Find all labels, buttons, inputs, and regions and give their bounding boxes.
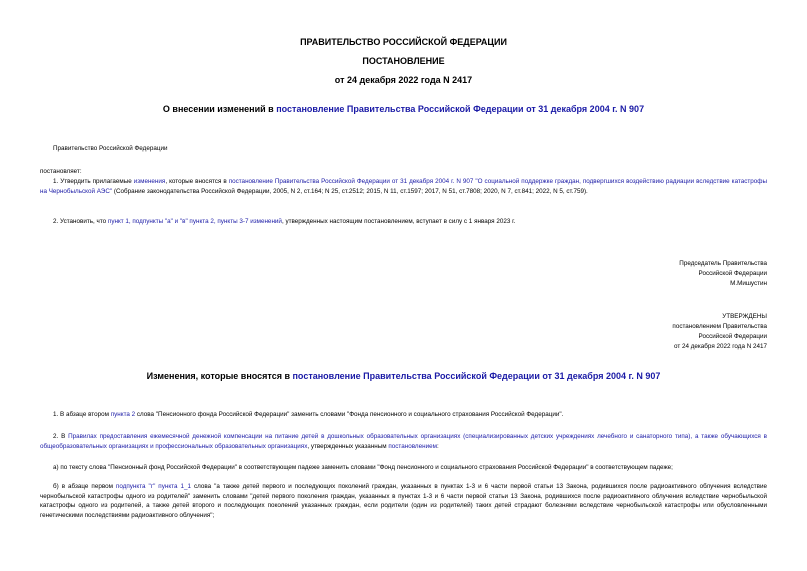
c2-link-decree[interactable]: постановлением — [388, 442, 437, 450]
change-2a: а) по тексту слова "Пенсионный фонд Российской Федерации" в соответствующем падеже заменить словами "Фонд пенсионного и социального страхования Российской Федерации" в соответствующем падеже; — [53, 464, 673, 471]
c2-link-rules[interactable]: Правилах предоставления ежемесячной денежной компенсации на питание детей в дошкольных образовательных организациях (специализированных детских учреждениях лечебного и санаторного типа), а также обучающихся в общеобразовательных организациях и профессиональных образовательных организациях — [40, 433, 768, 450]
p1-text-a: 1. Утвердить прилагаемые — [53, 178, 134, 185]
change-1 — [40, 410, 767, 420]
p1-text-b: , которые вносятся в — [165, 178, 229, 185]
approved-label: УТВЕРЖДЕНЫ — [722, 313, 767, 320]
p2-link-points[interactable]: пункт 1, подпункты "а" и "в" пункта 2, пункты 3-7 изменений — [107, 218, 282, 225]
approved-date: от 24 декабря 2022 года N 2417 — [673, 343, 767, 350]
approved-country: Российской Федерации — [698, 333, 767, 340]
government-heading: ПРАВИТЕЛЬСТВО РОССИЙСКОЙ ФЕДЕРАЦИИ — [300, 37, 507, 47]
signature-title: Председатель Правительства — [679, 260, 767, 267]
signature-country: Российской Федерации — [698, 270, 767, 277]
signature-name: М.Мишустин — [730, 280, 767, 287]
p1-link-decree[interactable]: постановление Правительства Российской Федерации от 31 декабря 2004 г. N 907 "О социальной поддержке граждан, подвергшихся воздействию радиации вследствие катастрофы на Чернобыльской АЭС" — [40, 178, 767, 195]
c2b-text-a: б) в абзаце первом — [53, 483, 116, 490]
title-prefix: О внесении изменений в — [162, 104, 277, 114]
change-2 — [40, 432, 767, 451]
signature-block — [679, 259, 767, 289]
p2-text-b: , утвержденных настоящим постановлением, вступает в силу с 1 января 2023 г. — [281, 218, 516, 225]
c1-text-a: 1. В абзаце втором — [53, 411, 111, 418]
paragraph-1 — [40, 177, 767, 196]
document-type: ПОСТАНОВЛЕНИЕ — [362, 56, 445, 66]
change-2b — [40, 482, 767, 521]
changes-title — [0, 371, 807, 381]
c1-text-b: слова "Пенсионного фонда Российской Федерации" заменить словами "Фонда пенсионного и социального страхования Российской Федерации". — [135, 411, 564, 418]
preamble-decrees: постановляет: — [40, 168, 82, 175]
p2-text-a: 2. Установить, что — [53, 218, 108, 225]
c2b-text-b: слова "а также детей первого и последующих поколений граждан, указанных в пунктах 1-3 и 6 части первой статьи 13 Закона, родившихся после радиоактивного облучения вследствие чернобыльской катастрофы одного из родителей" заменить словами "детей первого поколения граждан, указанных в пунктах 1-3 и 6 части первой статьи 13 Закона, родившихся после радиоактивного облучения вследствие чернобыльской катастрофы одного из родителей, а также детей второго и последующих поколений указанных граждан, если родители (один из родителей) таких детей страдают болезнями вследствие чернобыльской катастрофы или обусловленными генетическими последствиями радиоактивного облучения"; — [40, 483, 768, 520]
approved-by: постановлением Правительства — [672, 323, 767, 330]
document-title — [0, 104, 807, 114]
changes-title-link[interactable]: постановление Правительства Российской Федерации от 31 декабря 2004 г. N 907 — [292, 371, 661, 381]
p1-link-changes[interactable]: изменения — [133, 178, 166, 185]
paragraph-2 — [40, 217, 767, 227]
c1-link-point[interactable]: пункта 2 — [110, 411, 136, 418]
c2-text-b: , утвержденных указанным — [307, 442, 389, 450]
title-link[interactable]: постановление Правительства Российской Федерации от 31 декабря 2004 г. N 907 — [276, 104, 645, 114]
c2-text-a: 2. В — [53, 433, 69, 440]
approved-block — [672, 312, 767, 352]
document-date: от 24 декабря 2022 года N 2417 — [334, 75, 473, 85]
changes-title-prefix: Изменения, которые вносятся в — [146, 371, 293, 381]
preamble-gov: Правительство Российской Федерации — [53, 145, 168, 152]
c2-text-c: : — [436, 442, 439, 450]
c2b-link-subpoint[interactable]: подпункта "г" пункта 1_1 — [115, 483, 191, 490]
p1-text-c: (Собрание законодательства Российской Федерации, 2005, N 2, ст.164; N 25, ст.2512; 2015, N 11, ст.1597; 2017, N 51, ст.7808; 2020, N 7, ст.841; 2022, N 5, ст.759). — [112, 187, 588, 195]
